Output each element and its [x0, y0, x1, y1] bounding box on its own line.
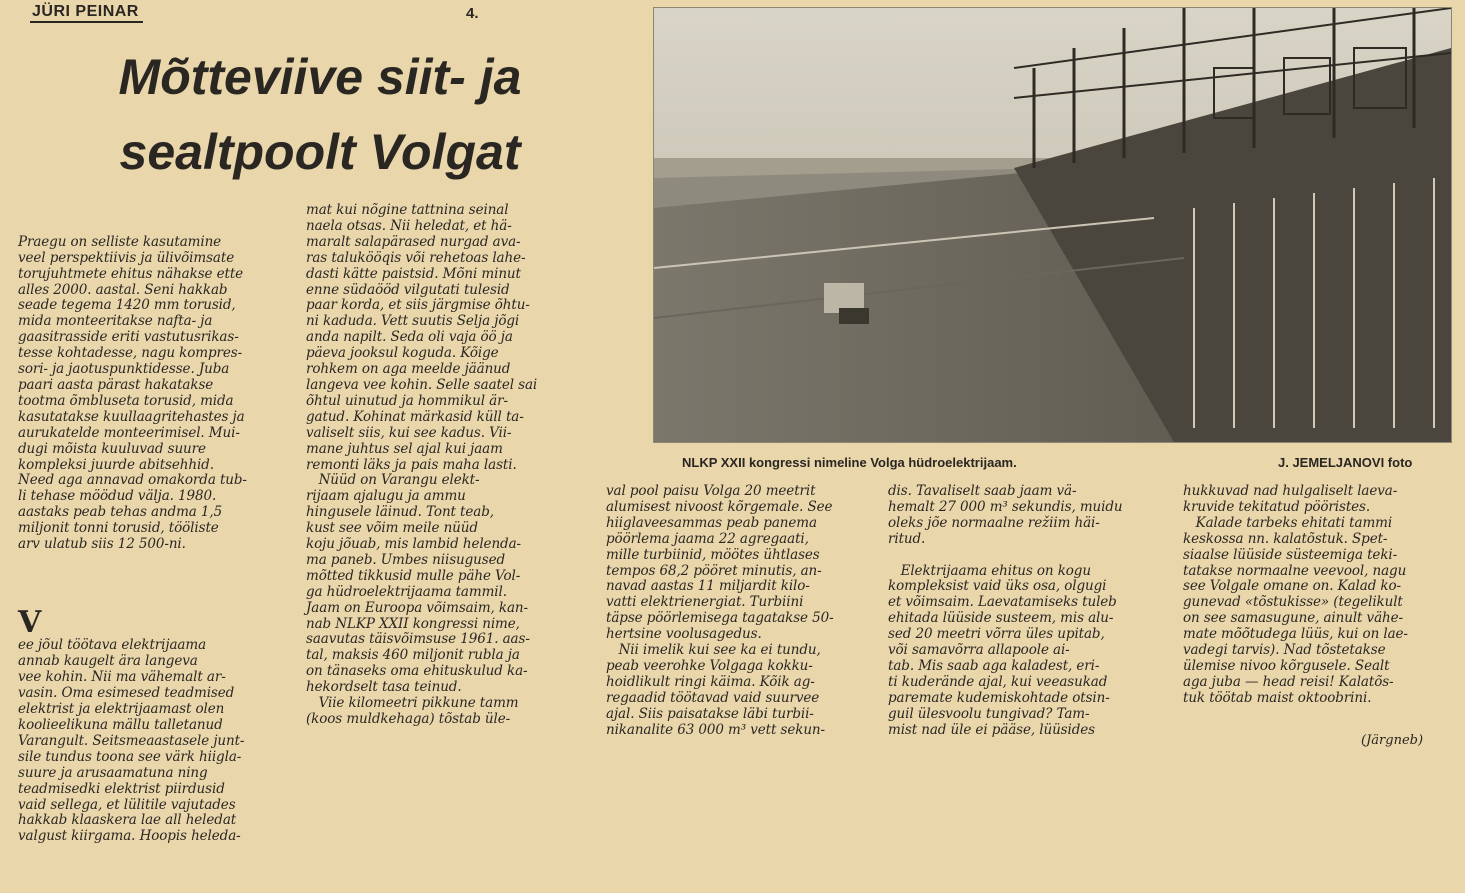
text-line: ehitada lüüside susteem, mis alu-: [888, 610, 1114, 627]
text-line: ma paneb. Umbes niisugused: [306, 551, 506, 568]
text-line: oleks jõe normaalne režiim häi-: [888, 514, 1100, 531]
text-line: koolieelikuna mällu talletanud: [18, 717, 223, 733]
dam-photo-illustration: [654, 8, 1451, 442]
text-line: maralt salapärased nurgad ava-: [306, 233, 521, 250]
text-line: gaasitrasside eriti vastutusrikas-: [18, 329, 239, 346]
text-line: li tehase möödud välja. 1980.: [18, 488, 217, 505]
article-column-2: [306, 203, 586, 728]
text-line: tesse kohtadesse, nagu kompres-: [18, 345, 243, 362]
text-line: valgust kiirgama. Hoopis heleda-: [18, 828, 241, 845]
text-line: aurukatelde monteerimisel. Mui-: [18, 424, 240, 441]
text-line: kasutatakse kuullaagritehastes ja: [18, 408, 245, 425]
text-line: saavutas täisvõimsuse 1961. aas-: [306, 631, 530, 648]
text-line: kust see võim meile nüüd: [306, 520, 478, 537]
text-line: remonti läks ja pais maha lasti.: [306, 456, 517, 473]
text-line: see Volgale omane on. Kalad ko-: [1183, 578, 1402, 595]
text-line: tuk töötab maist oktoobrini.: [1183, 689, 1372, 706]
text-line: Nii imelik kui see ka ei tundu,: [606, 642, 821, 659]
text-line: vadegi tarvis). Nad tõstetakse: [1183, 642, 1386, 659]
article-column-5: [1183, 484, 1465, 707]
text-line: ee jõul töötava elektrijaama: [18, 637, 207, 654]
text-line: pöörlema jaama 22 agregaati,: [606, 530, 809, 547]
text-line: anda napilt. Seda oli vaja öö ja: [306, 329, 513, 346]
text-line: Viie kilomeetri pikkune tamm: [306, 695, 519, 712]
text-line: aastaks peab tehas andma 1,5: [18, 504, 223, 521]
text-line: naela otsas. Nii heledat, et hä-: [306, 217, 512, 234]
text-line: tootma õmbluseta torusid, mida: [18, 392, 234, 409]
text-line: veel perspektiivis ja ülivõimsate: [18, 249, 235, 266]
article-column-1: [18, 203, 296, 893]
photo-caption: NLKP XXII kongressi nimeline Volga hüdroelektrijaam.: [682, 455, 1017, 470]
text-line: sori- ja jaotuspunktidesse. Juba: [18, 361, 230, 378]
text-line: dis. Tavaliselt saab jaam vä-: [888, 483, 1077, 499]
article-column-4: [888, 484, 1174, 739]
text-line: arv ulatub siis 12 500-ni.: [18, 536, 186, 553]
text-line: mõtted tikkusid mulle pähe Vol-: [306, 567, 521, 584]
text-line: on tänaseks oma ehituskulud ka-: [306, 663, 528, 680]
text-line: enne südaööd vilgutati tulesid: [306, 281, 510, 298]
text-line: päeva jooksul koguda. Kõige: [306, 345, 499, 362]
text-line: nab NLKP XXII kongressi nime,: [306, 615, 520, 632]
text-line: Praegu on selliste kasutamine: [18, 233, 222, 250]
text-line: vaid sellega, et lülitile vajutades: [18, 796, 236, 813]
continued-note: (Järgneb): [1361, 733, 1424, 748]
photo-credit: J. JEMELJANOVI foto: [1278, 455, 1413, 470]
text-line: tab. Mis saab aga kaladest, eri-: [888, 657, 1100, 674]
text-line: hingusele läinud. Tont teab,: [306, 504, 494, 521]
text-line: gunevad «tõstukisse» (tegelikult: [1183, 594, 1403, 611]
text-line: mist nad üle ei pääse, lüüsides: [888, 721, 1095, 738]
headline-line-2: sealtpoolt Volgat: [119, 124, 521, 180]
text-line: nikanalite 63 000 m³ vett sekun-: [606, 721, 825, 738]
headline-line-1: Mõtteviive siit- ja: [118, 49, 522, 105]
text-line: paar korda, et siis järgmise õhtu-: [306, 297, 530, 314]
text-line: guil ülesvoolu tungivad? Tam-: [888, 705, 1090, 722]
text-line: seade tegema 1420 mm torusid,: [18, 297, 236, 314]
text-line: tal, maksis 460 miljonit rubla ja: [306, 647, 520, 664]
text-line: Jaam on Euroopa võimsaim, kan-: [306, 599, 528, 616]
text-line: val pool paisu Volga 20 meetrit: [606, 483, 816, 499]
text-line: rohkem on aga meelde jäänud: [306, 361, 511, 378]
text-line: täpse pöörlemisega tagatakse 50-: [606, 610, 834, 627]
text-line: paremate kudemiskohtade otsin-: [888, 689, 1110, 706]
text-line: (koos muldkehaga) tõstab üle-: [306, 711, 511, 727]
text-line: hiiglaveesammas peab panema: [606, 514, 817, 531]
text-line: kruvide tekitatud pööristes.: [1183, 498, 1371, 515]
text-line: mate mõõtudega lüüs, kui on lae-: [1183, 626, 1408, 643]
text-line: või samavõrra allapoole ai-: [888, 642, 1070, 659]
text-line: on see samasugune, ainult vähe-: [1183, 610, 1403, 627]
text-line: Need aga annavad omakorda tub-: [18, 472, 247, 489]
hydroelectric-dam-photo: [653, 7, 1452, 443]
page-number: 4.: [466, 5, 479, 22]
text-line: langeva vee kohin. Selle saatel sai: [306, 376, 538, 393]
text-line: Elektrijaama ehitus on kogu: [888, 562, 1091, 579]
text-line: teadmisedki elektrist piirdusid: [18, 780, 225, 797]
text-line: ras talukööqis või rehetoas lahe-: [306, 249, 526, 266]
text-line: torujuhtmete ehitus nähakse ette: [18, 265, 244, 282]
text-line: ni kaduda. Vett suutis Selja jõgi: [306, 313, 520, 330]
text-line: elektrist ja elektrijaamast olen: [18, 701, 225, 718]
text-line: hukkuvad nad hulgaliselt laeva-: [1183, 483, 1398, 499]
text-line: dugi mõista kuuluvad suure: [18, 440, 206, 457]
article-column-3: [606, 484, 886, 739]
drop-cap: V: [18, 604, 42, 640]
text-line: suure ja arusaamatuna ning: [18, 764, 208, 781]
text-line: regaadid töötavad vaid suurvee: [606, 689, 820, 706]
text-line: alumisest nivoost kõrgemale. See: [606, 498, 833, 515]
text-line: peab veerohke Volgaga kokku-: [606, 657, 813, 674]
text-line: mat kui nõgine tattnina seinal: [306, 202, 509, 218]
text-line: ülemise nivoo kõrgusele. Sealt: [1183, 657, 1390, 674]
text-line: Nüüd on Varangu elekt-: [306, 472, 480, 489]
text-line: et võimsaim. Laevatamiseks tuleb: [888, 594, 1117, 611]
text-line: mane juhtus sel ajal kui jaam: [306, 440, 503, 457]
text-line: hakkab klaaskera lae all heledat: [18, 812, 237, 829]
text-line: [888, 548, 1174, 564]
text-line: ajal. Siis paisatakse läbi turbii-: [606, 705, 814, 722]
text-line: gatud. Kohinat märkasid küll ta-: [306, 408, 524, 425]
text-line: aga juba — head reisi! Kalatõs-: [1183, 673, 1394, 690]
text-line: valiselt siis, kui see kadus. Vii-: [306, 424, 512, 441]
text-line: kompleksist vaid üks osa, olgugi: [888, 578, 1107, 595]
text-line: sed 20 meetri võrra üles upitab,: [888, 626, 1105, 643]
text-line: rijaam ajalugu ja ammu: [306, 488, 466, 505]
text-line: ga hüdroelektrijaama tammil.: [306, 583, 507, 600]
text-line: miljonit tonni torusid, tööliste: [18, 520, 219, 537]
text-line: sile tundus toona see värk hiigla-: [18, 748, 242, 765]
text-line: õhtul uinutud ja hommikul är-: [306, 392, 508, 409]
text-line: alles 2000. aastal. Seni hakkab: [18, 281, 228, 298]
text-line: vasin. Oma esimesed teadmised: [18, 685, 235, 702]
text-line: koju jõuab, mis lambid helenda-: [306, 536, 521, 553]
text-line: hekordselt tasa teinud.: [306, 679, 462, 696]
text-line: hertsine voolusagedus.: [606, 626, 762, 643]
text-line: kompleksi juurde abitsehhid.: [18, 456, 214, 473]
text-line: hemalt 27 000 m³ sekundis, muidu: [888, 498, 1123, 515]
text-line: ti kuderände ajal, kui veeasukad: [888, 673, 1108, 690]
text-line: tempos 68,2 pööret minutis, an-: [606, 562, 822, 579]
text-line: tatakse normaalne veevool, nagu: [1183, 562, 1407, 579]
text-line: navad aastas 11 miljardit kilo-: [606, 578, 810, 595]
text-line: mille turbiinid, möötes ühtlases: [606, 546, 820, 563]
text-line: Kalade tarbeks ehitati tammi: [1183, 514, 1393, 531]
author-byline: JÜRI PEINAR: [30, 3, 143, 23]
text-line: vatti elektrienergiat. Turbiini: [606, 594, 804, 611]
text-line: annab kaugelt ära langeva: [18, 653, 198, 670]
text-line: keskossa nn. kalatõstuk. Spet-: [1183, 530, 1388, 547]
article-headline: [40, 40, 600, 190]
text-line: paari aasta pärast hakatakse: [18, 376, 214, 393]
text-line: vee kohin. Nii ma vähemalt ar-: [18, 669, 226, 686]
text-line: ritud.: [888, 530, 926, 547]
text-line: mida monteeritakse nafta- ja: [18, 313, 213, 330]
text-line: dasti kätte paistsid. Mõni minut: [306, 265, 521, 282]
text-line: siaalse lüüside süsteemiga teki-: [1183, 546, 1398, 563]
text-line: Varangult. Seitsmeaastasele junt-: [18, 732, 245, 749]
text-line: hoidlikult ringi käima. Kõik ag-: [606, 673, 815, 690]
